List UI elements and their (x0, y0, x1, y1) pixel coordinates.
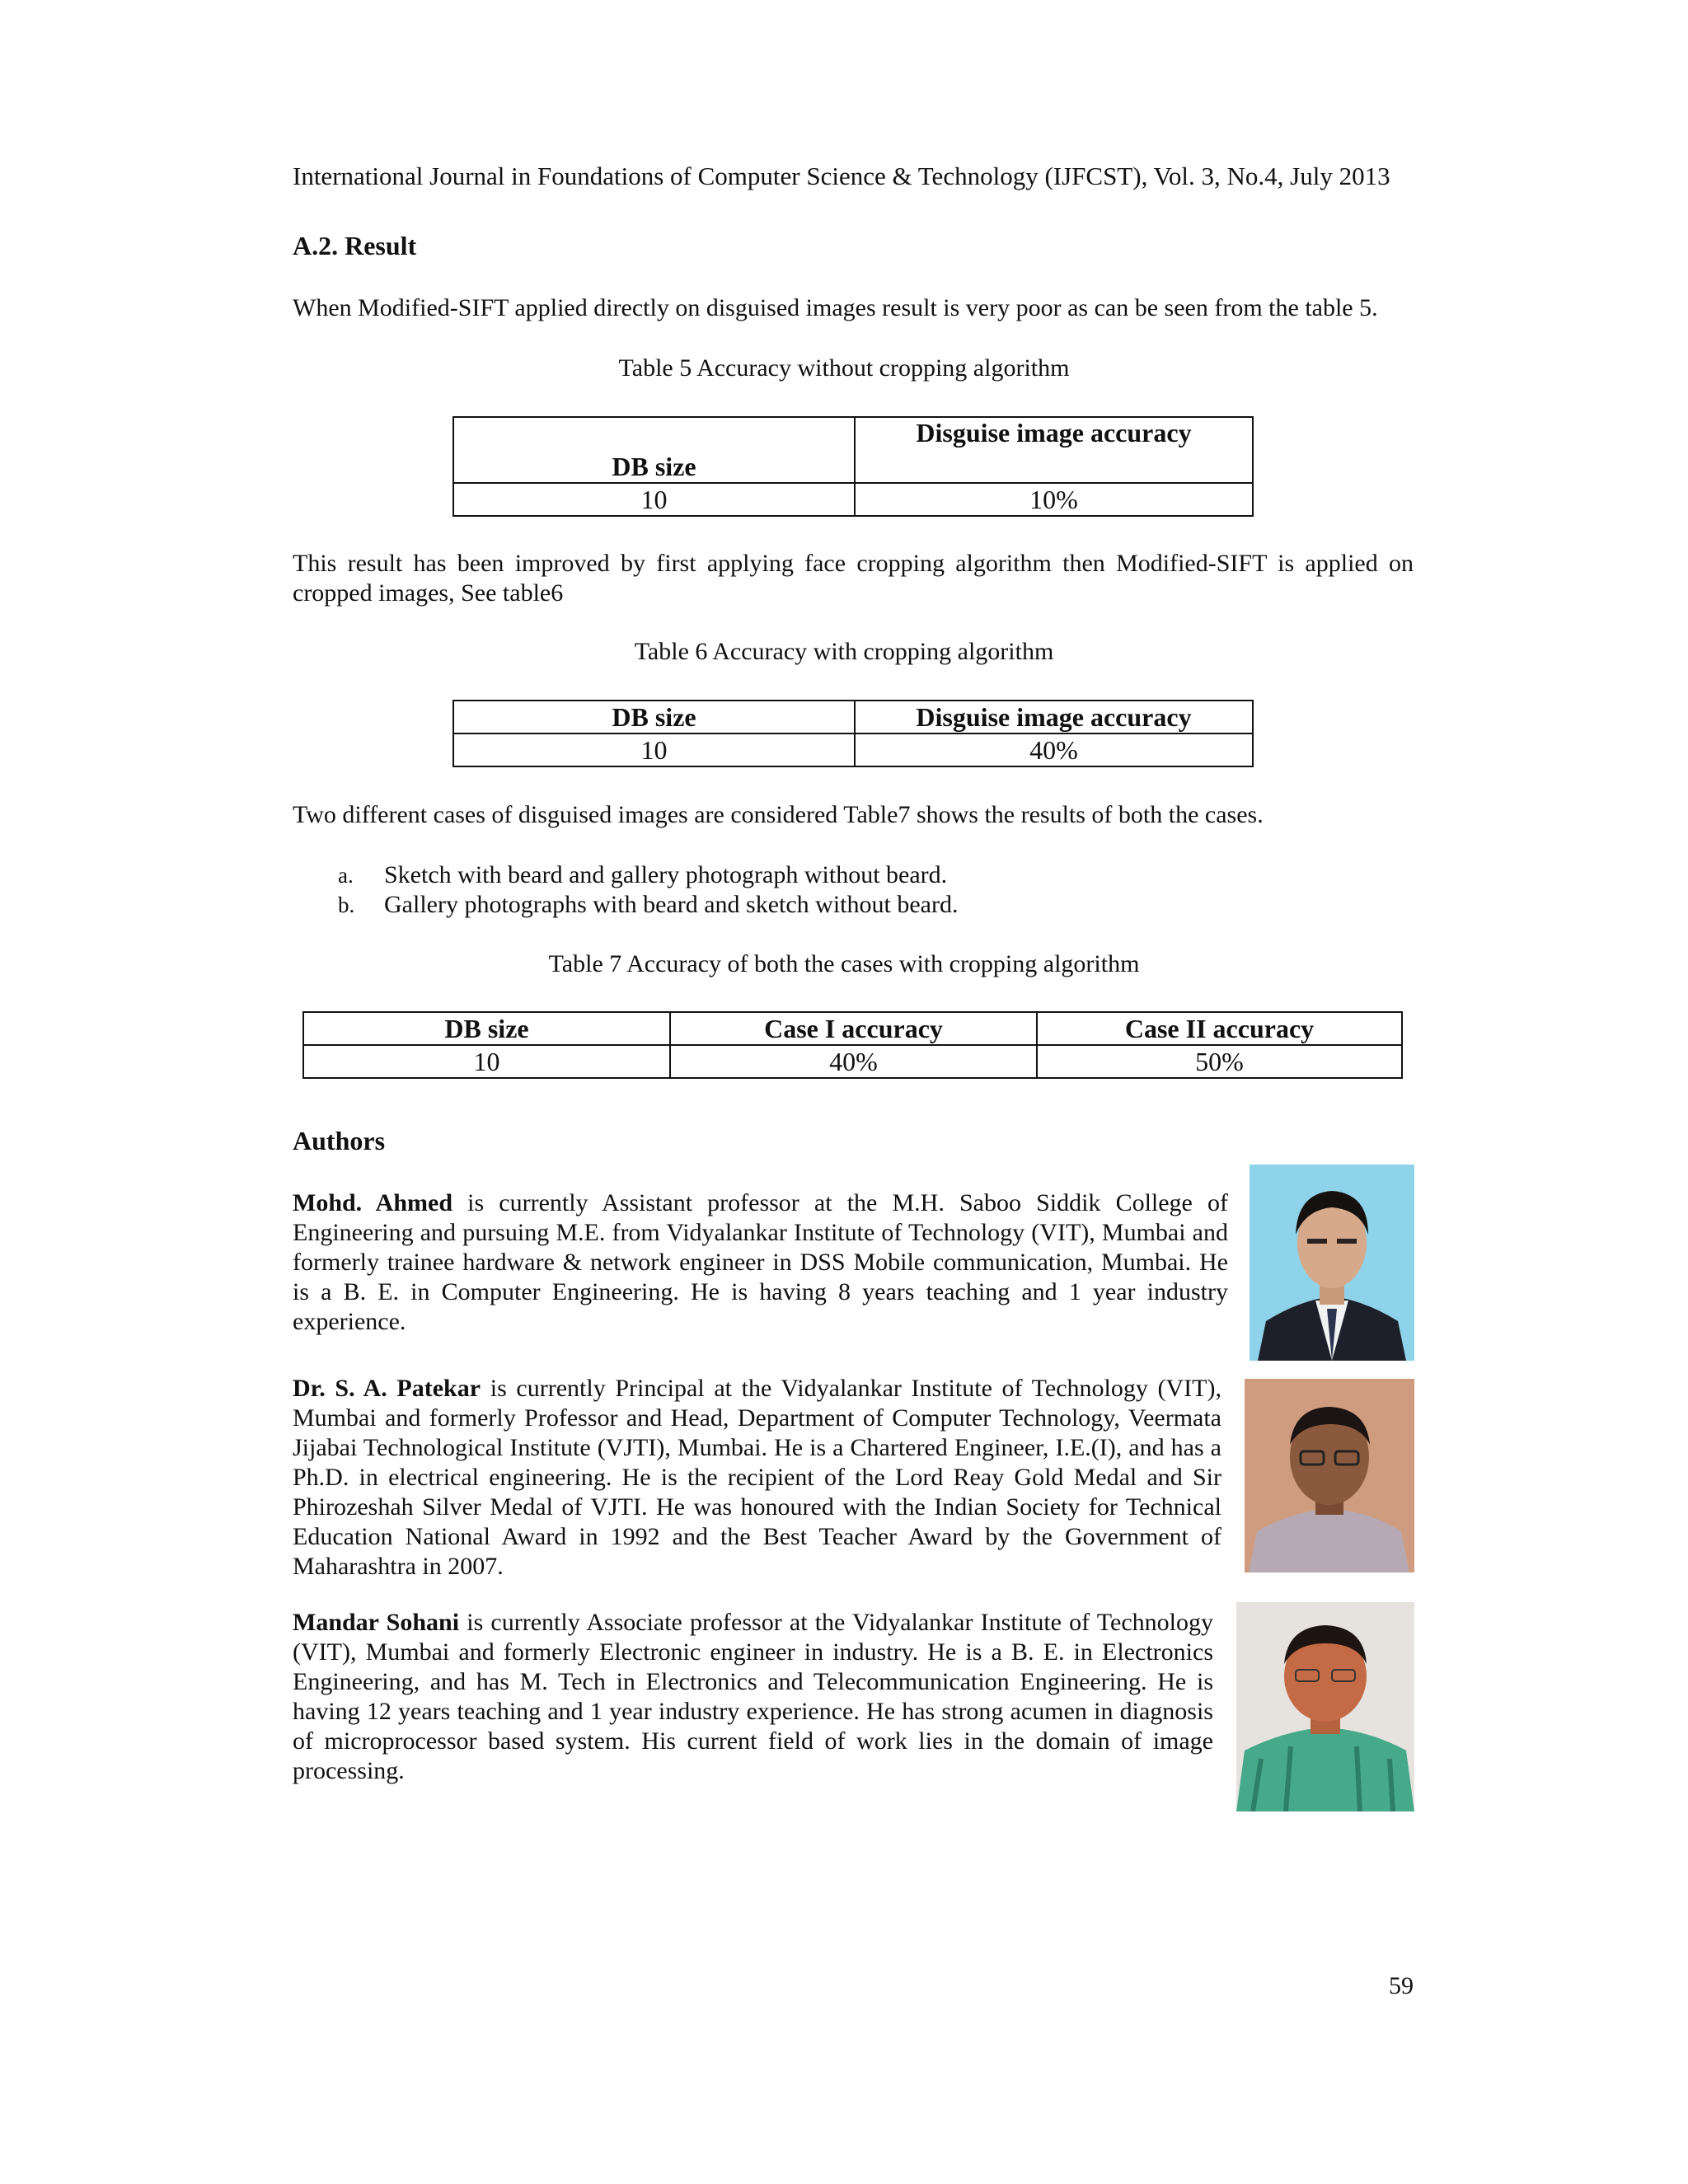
table7-cell-db-size: 10 (303, 1045, 670, 1078)
paragraph-3: Two different cases of disguised images are considered Table7 shows the results of both the cases. (293, 801, 1264, 828)
author-photo-3 (1236, 1602, 1414, 1811)
author-photo-3-image (1236, 1602, 1414, 1811)
list-item-text: Gallery photographs with beard and sketch without beard. (384, 891, 959, 918)
author-name: Mohd. Ahmed (293, 1189, 452, 1216)
author-photo-2 (1245, 1379, 1414, 1572)
table-5 (452, 416, 1254, 517)
author-photo-2-image (1245, 1379, 1414, 1572)
author-bio-1 (293, 1188, 1228, 1337)
table6-caption: Table 6 Accuracy with cropping algorithm (634, 638, 1054, 665)
list-item-text: Sketch with beard and gallery photograph without beard. (384, 861, 948, 888)
author-photo-1 (1250, 1165, 1414, 1361)
table6-header-db-size: DB size (453, 701, 855, 733)
table-7 (302, 1011, 1403, 1079)
cases-list (338, 860, 958, 920)
list-marker: a. (338, 863, 354, 888)
table7-header-case1: Case I accuracy (670, 1012, 1037, 1045)
paragraph-2: This result has been improved by first applying face cropping algorithm then Modified-SIFT is applied on cropped images, See table6 (293, 550, 1414, 607)
list-item (338, 890, 958, 920)
table6-cell-db-size: 10 (453, 733, 855, 766)
author-bio-3 (293, 1608, 1213, 1786)
table7-caption: Table 7 Accuracy of both the cases with cropping algorithm (548, 950, 1140, 977)
table5-header-accuracy: Disguise image accuracy (855, 417, 1253, 483)
author-bio-text: is currently Associate professor at the Vidyalankar Institute of Technology (VIT), Mumbai and formerly Electronic engineer in industry. He is a B. E. in Electronics Engineering, and has M. Tech in Electronics and Telecommunication Engineering. He is having 12 years teaching and 1 year industry experience. He has strong acumen in diagnosis of microprocessor based system. His current field of work lies in the domain of image processing. (293, 1609, 1213, 1784)
table6-header-accuracy: Disguise image accuracy (855, 701, 1253, 733)
journal-header: International Journal in Foundations of Computer Science & Technology (IJFCST), Vol. 3, No.4, July 2013 (293, 162, 1390, 190)
table7-cell-case2: 50% (1037, 1045, 1402, 1078)
author-bio-text: is currently Assistant professor at the M.H. Saboo Siddik College of Engineering and pursuing M.E. from Vidyalankar Institute of Technology (VIT), Mumbai and formerly trainee hardware & network engineer in DSS Mobile communication, Mumbai. He is a B. E. in Computer Engineering. He is having 8 years teaching and 1 year industry experience. (293, 1189, 1228, 1335)
author-photo-1-image (1250, 1165, 1414, 1361)
section-heading-authors: Authors (293, 1126, 386, 1155)
table5-header-db-size: DB size (453, 417, 855, 483)
table6-cell-accuracy: 40% (855, 733, 1253, 766)
list-marker: b. (338, 893, 355, 917)
paragraph-1: When Modified-SIFT applied directly on disguised images result is very poor as can be seen from the table 5. (293, 294, 1378, 321)
section-heading-result: A.2. Result (293, 231, 417, 260)
author-name: Dr. S. A. Patekar (293, 1375, 481, 1402)
table5-cell-db-size: 10 (453, 483, 855, 516)
author-bio-text: is currently Principal at the Vidyalankar Institute of Technology (VIT), Mumbai and formerly Professor and Head, Department of Computer Technology, Veermata Jijabai Technological Institute (VJTI), Mumbai. He is a Chartered Engineer, I.E.(I), and has a Ph.D. in electrical engineering. He is the recipient of the Lord Reay Gold Medal and Sir Phirozeshah Silver Medal of VJTI. He was honoured with the Indian Society for Technical Education National Award in 1992 and the Best Teacher Award by the Government of Maharashtra in 2007. (293, 1375, 1221, 1580)
author-name: Mandar Sohani (293, 1609, 460, 1636)
table7-header-db-size: DB size (303, 1012, 670, 1045)
list-item (338, 860, 958, 890)
page-number: 59 (1389, 1972, 1414, 1999)
table5-caption: Table 5 Accuracy without cropping algorithm (618, 354, 1070, 382)
table-6 (452, 700, 1254, 767)
table5-cell-accuracy: 10% (855, 483, 1253, 516)
author-bio-2 (293, 1374, 1221, 1582)
table7-header-case2: Case II accuracy (1037, 1012, 1402, 1045)
table7-cell-case1: 40% (670, 1045, 1037, 1078)
